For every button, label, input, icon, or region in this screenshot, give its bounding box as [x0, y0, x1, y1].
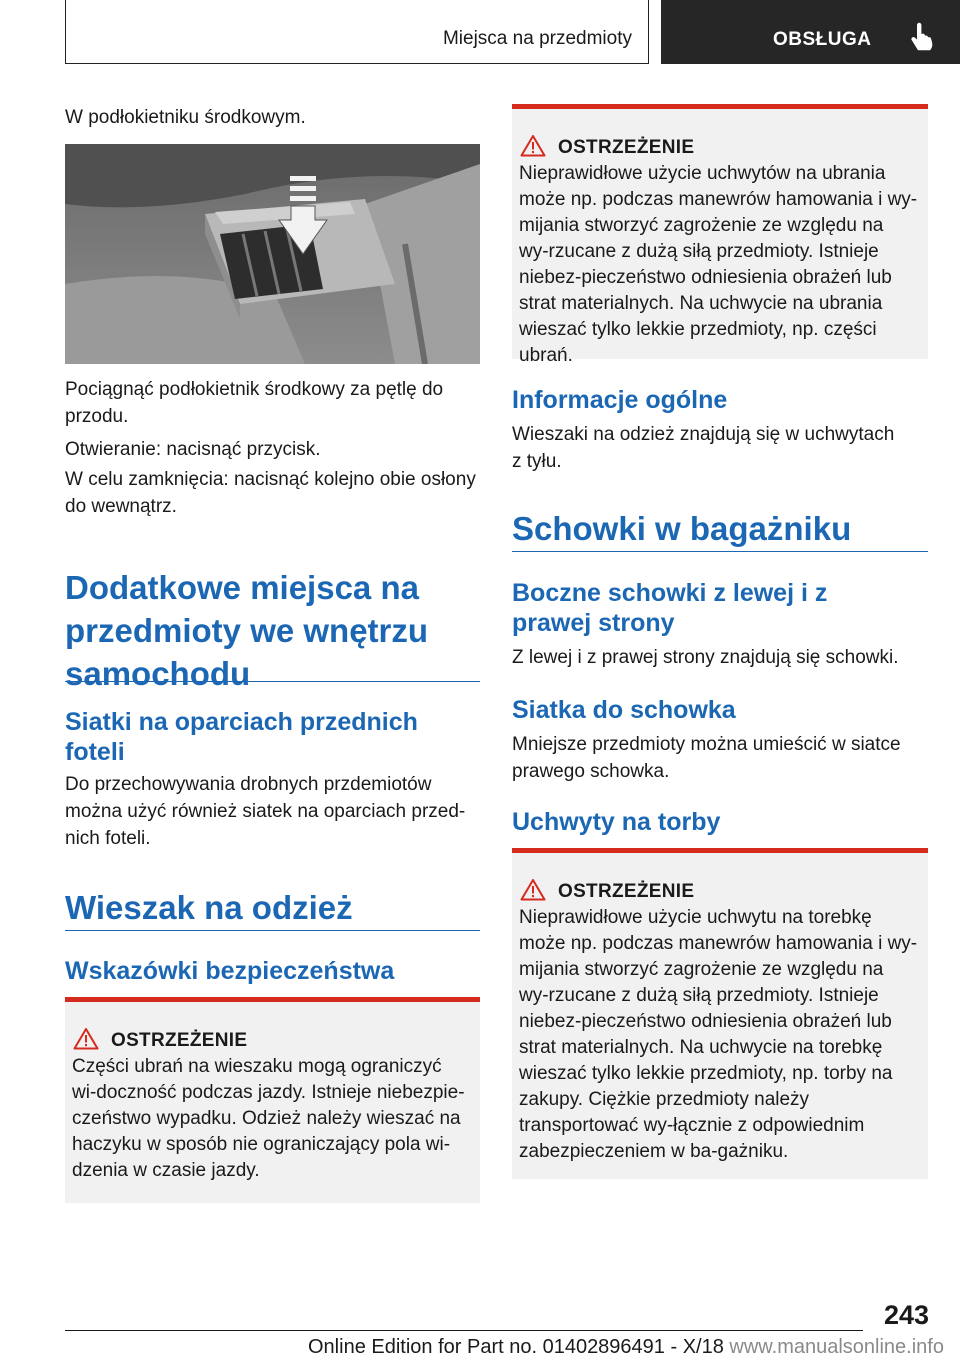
chapter-heading-coat-hook: Wieszak na odzież: [65, 889, 353, 926]
warning-text: Nieprawidłowe użycie uchwytów na ubrania może np. podczas manewrów hamowania i wy-mijania stworzyć zagrożenie ze względu na wy-rzucane z dużą siłą przedmioty. Istnieje niebez-pieczeństwo odniesienia obrażeń lub strat materialnych. Na uchwycie na ubrania wieszać tylko lekkie przedmioty, np. części ubrań.: [519, 163, 918, 366]
warning-box-clothes-hooks: [512, 104, 928, 366]
warning-triangle-icon: [73, 1027, 99, 1055]
section-title: Miejsca na przedmioty: [442, 28, 632, 49]
section-heading-bag-hooks: Uchwyty na torby: [512, 808, 721, 836]
section-heading-safety: Wskazówki bezpieczeństwa: [65, 957, 395, 985]
chapter-tab-label: OBSŁUGA: [773, 29, 872, 50]
footer-site-link[interactable]: www.manualsonline.info: [729, 1336, 944, 1358]
header-bar: [65, 0, 649, 64]
chapter-tab[interactable]: [661, 0, 960, 64]
section-heading-general-info: Informacje ogólne: [512, 386, 728, 414]
warning-triangle-icon: [520, 134, 546, 162]
footer-edition-text: Online Edition for Part no. 01402896491 - X/18: [308, 1336, 724, 1358]
chapter-rule: [65, 681, 480, 682]
warning-box-coat-hook: [65, 997, 480, 1203]
warning-text: Nieprawidłowe użycie uchwytu na torebkę może np. podczas manewrów hamowania i wy-mijania stworzyć zagrożenie ze względu na wy-rzucane z dużą siłą przedmioty. Istnieje niebez-pieczeństwo odniesienia obrażeń lub strat materialnych. Na uchwycie na torebkę wieszać tylko lekkie przedmioty, np. torby na zakupy. Ciężkie przedmioty należy transportować wy-łącznie z odpowiednim zabezpieczeniem w ba-gażniku.: [519, 907, 918, 1162]
chapter-heading-additional-storage: Dodatkowe miejsca na przedmioty we wnętrzu samochodu: [65, 569, 429, 692]
warning-title: OSTRZEŻENIE: [558, 881, 695, 902]
chapter-heading-trunk-storage: Schowki w bagażniku: [512, 510, 852, 547]
armrest-photo: [65, 144, 480, 364]
section-heading-compartment-net: Siatka do schowka: [512, 696, 736, 724]
section-heading-seat-nets: Siatki na oparciach przednich foteli: [65, 708, 418, 766]
warning-header: [73, 1028, 247, 1054]
paragraph-open: Otwieranie: nacisnąć przycisk.: [65, 439, 321, 460]
paragraph-side-compartments: Z lewej i z prawej strony znajdują się schowki.: [512, 647, 899, 668]
footer-edition: [308, 1336, 944, 1359]
warning-header: [520, 135, 694, 161]
warning-title: OSTRZEŻENIE: [111, 1030, 248, 1051]
paragraph-compartment-net: Mniejsze przedmioty można umieścić w siatce prawego schowka.: [512, 734, 901, 782]
warning-header: [520, 879, 694, 905]
paragraph-general-info: Wieszaki na odzież znajdują się w uchwytach z tyłu.: [512, 424, 895, 472]
section-heading-side-compartments: Boczne schowki z lewej i z prawej strony: [512, 579, 828, 637]
chapter-rule: [65, 930, 480, 931]
warning-box-bag-hooks: [512, 848, 928, 1179]
page-number: 243: [884, 1300, 930, 1330]
hand-pointer-icon: [909, 22, 935, 57]
warning-text: Części ubrań na wieszaku mogą ograniczyć wi-doczność podczas jazdy. Istnieje niebezpie-czeństwo wypadku. Odzież należy wieszać na haczyku w sposób nie ograniczający pola wi-dzenia w czasie jazdy.: [72, 1056, 465, 1181]
footer-rule: [65, 1330, 863, 1331]
chapter-rule: [512, 551, 928, 552]
warning-triangle-icon: [520, 878, 546, 906]
paragraph-close: W celu zamknięcia: nacisnąć kolejno obie osłony do wewnątrz.: [65, 469, 476, 517]
paragraph-pull: Pociągnąć podłokietnik środkowy za pętlę do przodu.: [65, 379, 444, 427]
warning-title: OSTRZEŻENIE: [558, 137, 695, 158]
paragraph-seat-nets: Do przechowywania drobnych przdemiotów można użyć również siatek na oparciach przed-nich foteli.: [65, 774, 466, 849]
intro-text: W podłokietniku środkowym.: [65, 107, 306, 128]
